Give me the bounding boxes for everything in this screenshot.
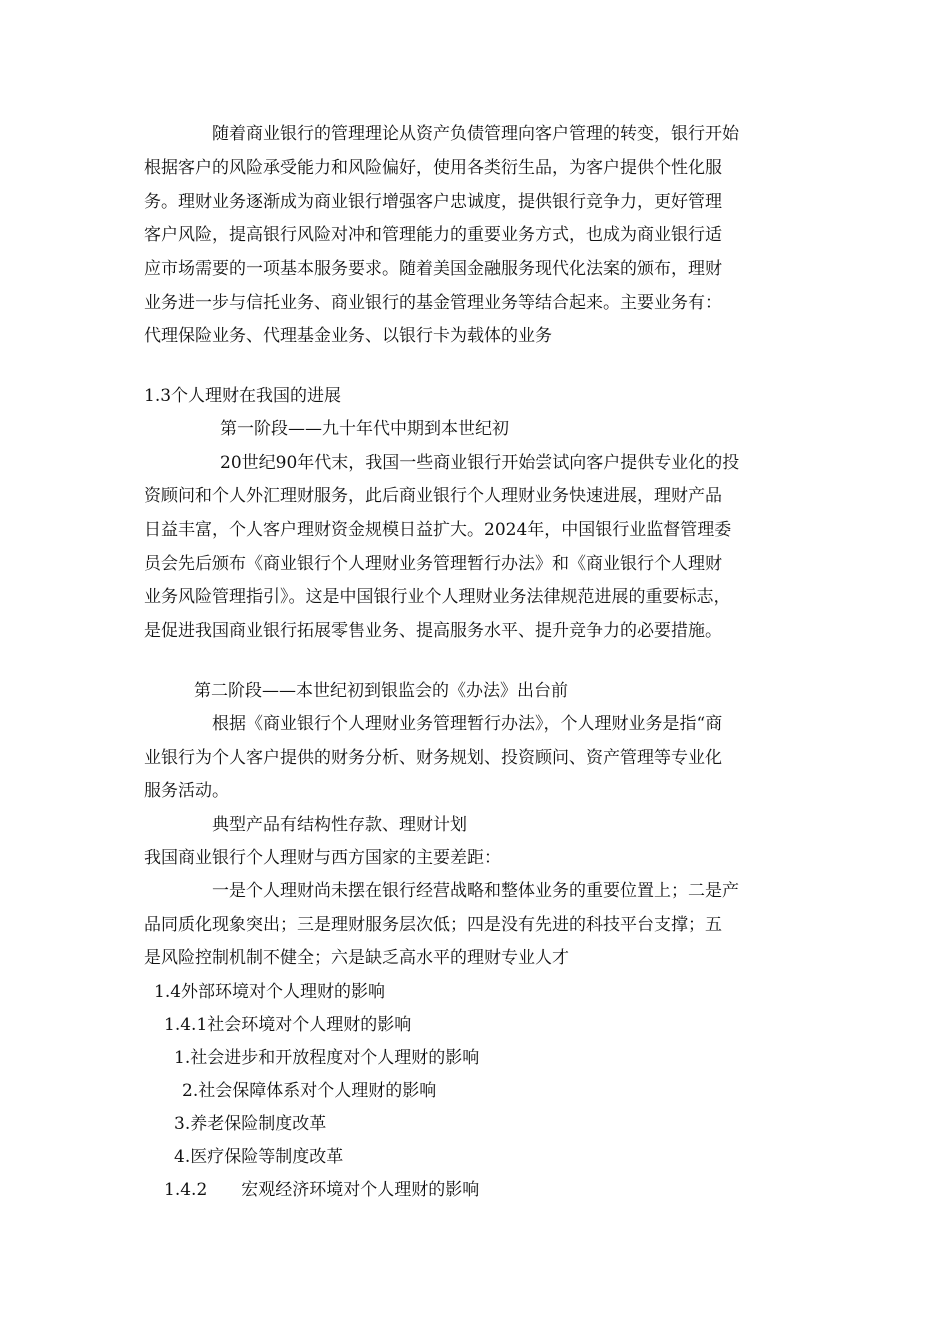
- list-item: 2.社会保障体系对个人理财的影响: [182, 1081, 437, 1101]
- paragraph-line: 服务活动。: [144, 781, 229, 801]
- paragraph-line: 根据《商业银行个人理财业务管理暂行办法》，个人理财业务是指“商: [212, 714, 723, 734]
- paragraph-line: 是风险控制机制不健全；六是缺乏高水平的理财专业人才: [144, 948, 569, 968]
- list-item: 4.医疗保险等制度改革: [174, 1147, 344, 1167]
- subsection-heading: 1.4.1社会环境对个人理财的影响: [164, 1015, 412, 1035]
- section-heading: 1.4外部环境对个人理财的影响: [154, 982, 386, 1002]
- paragraph-line: 根据客户的风险承受能力和风险偏好，使用各类衍生品，为客户提供个性化服: [144, 158, 722, 178]
- stage-heading: 第二阶段——本世纪初到银监会的《办法》出台前: [194, 681, 568, 701]
- paragraph-line: 代理保险业务、代理基金业务、以银行卡为载体的业务: [144, 326, 552, 346]
- paragraph-line: 日益丰富，个人客户理财资金规模日益扩大。2024年，中国银行业监督管理委: [144, 520, 732, 540]
- list-item: 3.养老保险制度改革: [174, 1114, 327, 1134]
- paragraph-line: 员会先后颁布《商业银行个人理财业务管理暂行办法》和《商业银行个人理财: [144, 554, 722, 574]
- paragraph-line: 一是个人理财尚未摆在银行经营战略和整体业务的重要位置上；二是产: [212, 881, 739, 901]
- paragraph-line: 品同质化现象突出；三是理财服务层次低；四是没有先进的科技平台支撑；五: [144, 915, 722, 935]
- paragraph-line: 资顾问和个人外汇理财服务，此后商业银行个人理财业务快速进展，理财产品: [144, 486, 722, 506]
- paragraph-line: 业务风险管理指引》。这是中国银行业个人理财业务法律规范进展的重要标志，: [144, 587, 731, 607]
- paragraph-line: 是促进我国商业银行拓展零售业务、提高服务水平、提升竞争力的必要措施。: [144, 621, 722, 641]
- paragraph-line: 20世纪90年代末，我国一些商业银行开始尝试向客户提供专业化的投: [220, 453, 740, 473]
- stage-heading: 第一阶段——九十年代中期到本世纪初: [220, 419, 509, 439]
- paragraph-line: 业银行为个人客户提供的财务分析、财务规划、投资顾问、资产管理等专业化: [144, 748, 722, 768]
- gap-heading: 我国商业银行个人理财与西方国家的主要差距：: [144, 848, 501, 868]
- paragraph-line: 随着商业银行的管理理论从资产负债管理向客户管理的转变，银行开始: [212, 124, 739, 144]
- paragraph-line: 应市场需要的一项基本服务要求。随着美国金融服务现代化法案的颁布，理财: [144, 259, 722, 279]
- subsection-heading: 1.4.2 宏观经济环境对个人理财的影响: [164, 1180, 480, 1200]
- paragraph-line: 客户风险，提高银行风险对冲和管理能力的重要业务方式，也成为商业银行适: [144, 225, 722, 245]
- paragraph-line: 务。理财业务逐渐成为商业银行增强客户忠诚度，提供银行竞争力，更好管理: [144, 192, 722, 212]
- list-item: 1.社会进步和开放程度对个人理财的影响: [174, 1048, 480, 1068]
- section-heading: 1.3个人理财在我国的进展: [144, 386, 342, 406]
- paragraph-line: 业务进一步与信托业务、商业银行的基金管理业务等结合起来。主要业务有：: [144, 293, 722, 313]
- typical-products-line: 典型产品有结构性存款、理财计划: [212, 815, 467, 835]
